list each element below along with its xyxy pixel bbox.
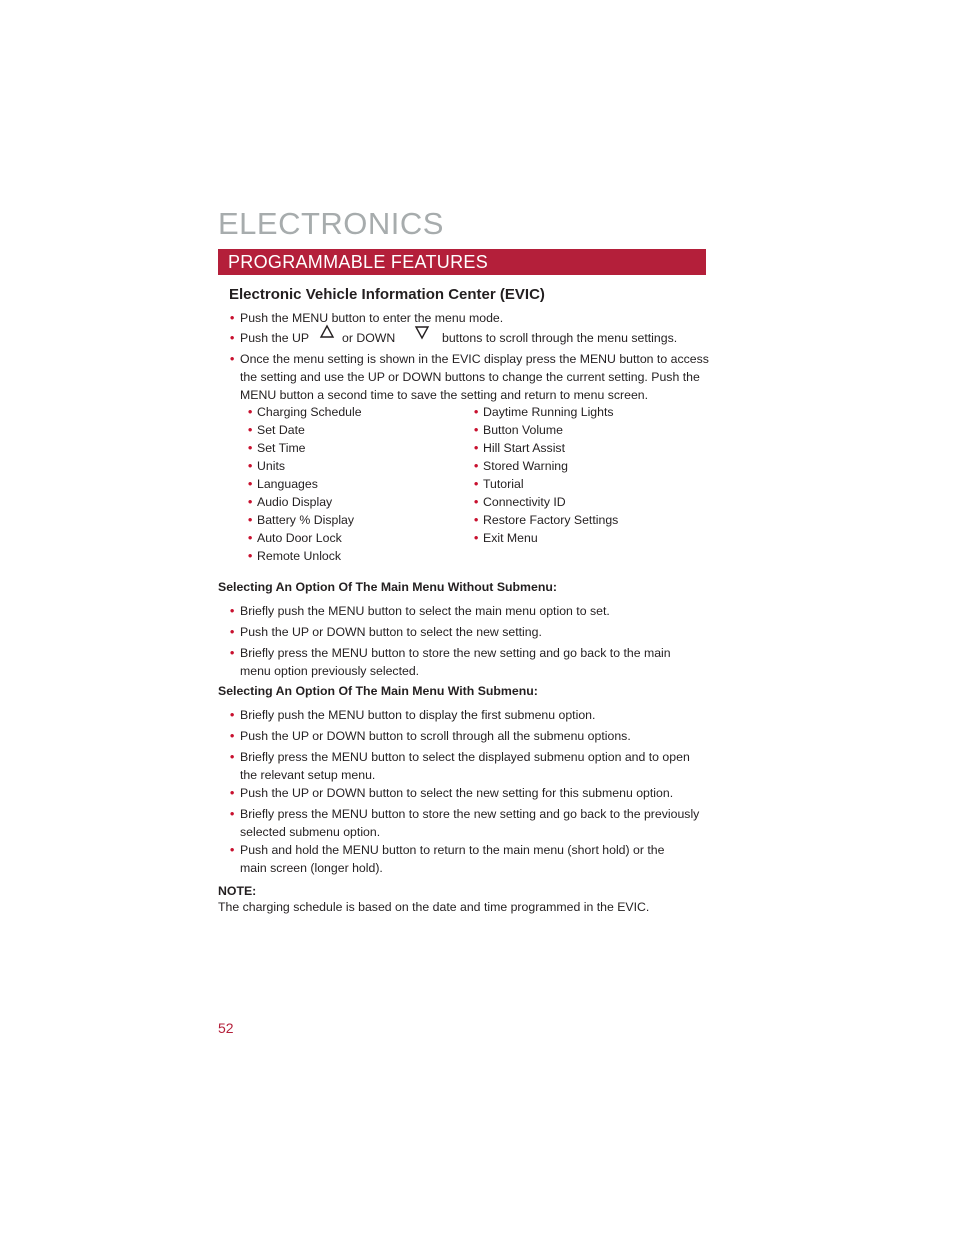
menu-item-label: Daytime Running Lights [483,405,614,419]
menu-item [474,529,538,547]
menu-item-label: Button Volume [483,423,563,437]
menu-item [474,421,563,439]
menu-item-label: Units [257,459,286,473]
menu-item [474,439,565,457]
menu-item-label: Restore Factory Settings [483,513,619,527]
bullet-text: Briefly push the MENU button to select the main menu option to set. [240,604,610,618]
without-submenu-heading: Selecting An Option Of The Main Menu Without Submenu: [218,580,557,594]
menu-item [474,457,568,475]
with-submenu-bullet-1 [230,706,596,724]
menu-item-label: Stored Warning [483,459,568,473]
bullet-text-line: main screen (longer hold). [240,861,383,875]
bullet-dot: • [474,477,479,491]
menu-item [248,457,286,475]
bullet-dot: • [474,441,479,455]
bullet-dot: • [248,495,253,509]
menu-item-label: Hill Start Assist [483,441,565,455]
menu-item-label: Auto Door Lock [257,531,342,545]
menu-item-label: Exit Menu [483,531,538,545]
bullet-text-line: Push and hold the MENU button to return to the main menu (short hold) or the [240,843,665,857]
menu-item [248,511,355,529]
bullet-dot: • [474,495,479,509]
bullet-dot: • [230,807,235,821]
intro-bullet-2 [230,329,710,347]
menu-item [474,403,614,421]
bullet-dot: • [474,513,479,527]
bullet-dot: • [230,786,235,800]
bullet-dot: • [248,459,253,473]
menu-item [248,547,342,565]
bullet-text-line: MENU button a second time to save the setting and return to menu screen. [240,388,649,402]
bullet-dot: • [474,423,479,437]
bullet-text: buttons to scroll through the menu settings. [442,331,678,345]
menu-item [474,475,524,493]
bullet-text-line: Briefly press the MENU button to select the displayed submenu option and to open [240,750,690,764]
banner-title: PROGRAMMABLE FEATURES [228,252,489,272]
without-submenu-bullet-2 [230,623,542,641]
bullet-dot: • [248,477,253,491]
bullet-text: or DOWN [342,331,396,345]
bullet-text-line: Briefly press the MENU button to store the new setting and go back to the main [240,646,671,660]
bullet-text-line: the relevant setup menu. [240,768,376,782]
bullet-dot: • [248,423,253,437]
bullet-dot: • [230,708,235,722]
bullet-text: Push the UP or DOWN button to select the new setting for this submenu option. [240,786,674,800]
menu-item-label: Audio Display [257,495,333,509]
page-number: 52 [218,1020,234,1036]
bullet-dot: • [230,331,235,345]
intro-bullet-3 [230,350,709,404]
bullet-dot: • [230,604,235,618]
menu-item [248,403,362,421]
bullet-text: Push the MENU button to enter the menu mode. [240,311,504,325]
bullet-text: Push the UP or DOWN button to scroll through all the submenu options. [240,729,631,743]
bullet-dot: • [248,441,253,455]
bullet-text: Push the UP or DOWN button to select the new setting. [240,625,542,639]
with-submenu-bullet-5 [230,805,700,841]
menu-item-label: Set Date [257,423,305,437]
without-submenu-bullet-1 [230,602,610,620]
bullet-text-line: the setting and use the UP or DOWN buttons to change the current setting. Push the [240,370,700,384]
menu-item [248,439,306,457]
bullet-dot: • [474,405,479,419]
bullet-dot: • [230,729,235,743]
menu-item [248,421,305,439]
with-submenu-heading: Selecting An Option Of The Main Menu With Submenu: [218,684,538,698]
bullet-dot: • [230,843,235,857]
with-submenu-bullet-2 [230,727,631,745]
menu-item-label: Battery % Display [257,513,355,527]
note-text: The charging schedule is based on the date and time programmed in the EVIC. [218,900,650,914]
menu-item [248,475,318,493]
bullet-text-line: Briefly press the MENU button to store the new setting and go back to the previously [240,807,700,821]
bullet-text-line: selected submenu option. [240,825,381,839]
bullet-text: Push the UP [240,331,310,345]
with-submenu-bullet-4 [230,784,674,802]
bullet-dot: • [474,531,479,545]
up-triangle-icon [319,324,335,340]
bullet-dot: • [230,352,235,366]
menu-item-label: Remote Unlock [257,549,342,563]
bullet-dot: • [230,625,235,639]
menu-item-label: Charging Schedule [257,405,362,419]
bullet-dot: • [248,513,253,527]
intro-bullet-1 [230,309,504,327]
menu-item-label: Set Time [257,441,306,455]
bullet-dot: • [248,531,253,545]
bullet-text-line: Once the menu setting is shown in the EVIC display press the MENU button to access [240,352,709,366]
bullet-dot: • [248,549,253,563]
bullet-dot: • [230,646,235,660]
menu-item-label: Tutorial [483,477,524,491]
with-submenu-bullet-3 [230,748,690,784]
section-title-banner [218,249,706,275]
evic-subheading: Electronic Vehicle Information Center (EVIC) [229,286,545,303]
menu-item [474,511,619,529]
note-label: NOTE: [218,884,257,898]
menu-item [474,493,566,511]
bullet-dot: • [230,750,235,764]
menu-item-label: Connectivity ID [483,495,566,509]
without-submenu-bullet-3 [230,644,671,680]
bullet-dot: • [248,405,253,419]
down-triangle-icon [414,324,430,340]
menu-item-label: Languages [257,477,318,491]
bullet-dot: • [230,311,235,325]
bullet-text-line: menu option previously selected. [240,664,420,678]
with-submenu-bullet-6 [230,841,665,877]
menu-item [248,529,342,547]
section-header: ELECTRONICS [218,206,444,241]
bullet-text: Briefly push the MENU button to display the first submenu option. [240,708,596,722]
menu-item [248,493,333,511]
bullet-dot: • [474,459,479,473]
